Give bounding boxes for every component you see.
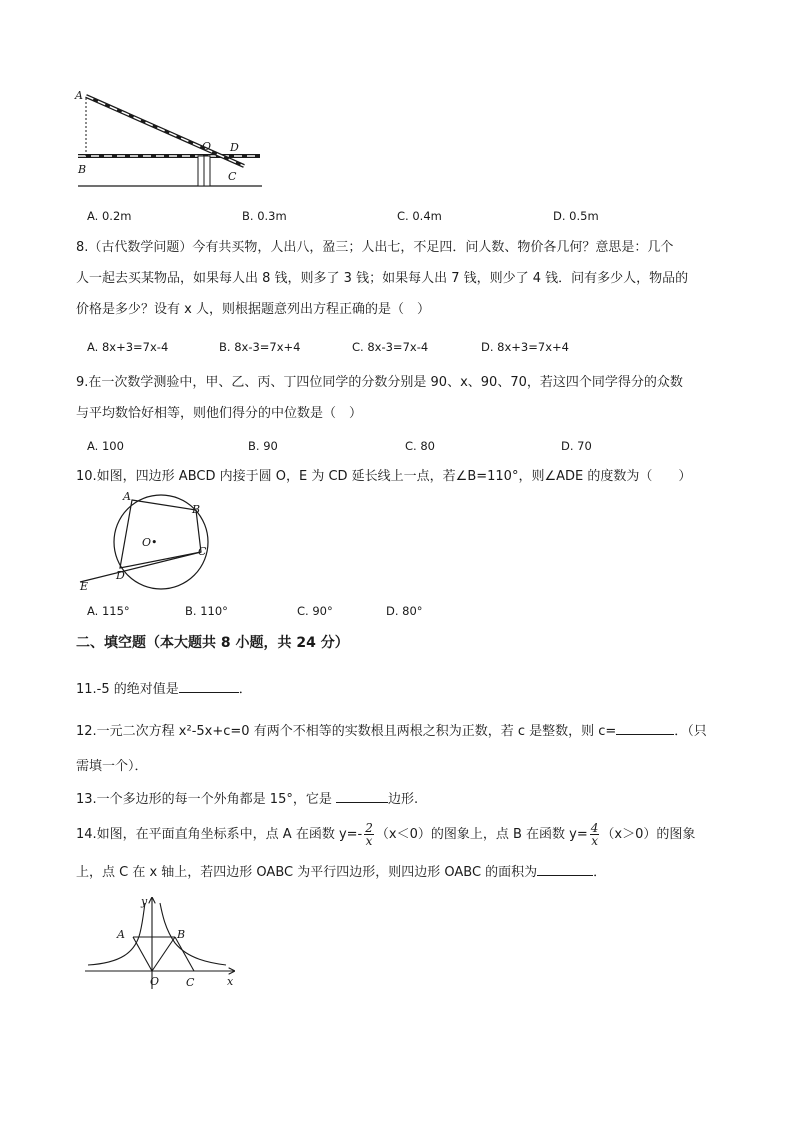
q12-answer-blank	[616, 721, 674, 735]
q14-fraction-1	[364, 822, 374, 847]
q7-option-a: A. 0.2m	[87, 209, 132, 223]
label-A: A	[75, 89, 83, 102]
q10-option-b: B. 110°	[185, 604, 228, 618]
q13	[76, 789, 418, 809]
q9-option-c: C. 80	[405, 439, 435, 453]
segment-oa	[133, 937, 152, 971]
segment-ob	[152, 937, 175, 971]
label-C: C	[186, 976, 195, 989]
q8-option-b: B. 8x-3=7x+4	[219, 340, 301, 354]
q9-option-b: B. 90	[248, 439, 278, 453]
q14-text-a: 14.如图，在平面直角坐标系中，点 A 在函数 y=-	[76, 827, 363, 842]
lever-figure	[70, 84, 270, 192]
q10-line-1: 10.如图，四边形 ABCD 内接于圆 O，E 为 CD 延长线上一点，若∠B=110°，则∠ADE 的度数为（ ）	[76, 469, 692, 484]
label-B: B	[78, 163, 87, 176]
q8-option-c: C. 8x-3=7x-4	[352, 340, 429, 354]
q12-text: 12.一元二次方程 x²-5x+c=0 有两个不相等的实数根且两根之积为正数，若 c 是整数，则 c=	[76, 724, 617, 739]
label-B: B	[192, 503, 201, 516]
q11	[76, 679, 252, 699]
q8-option-a: A. 8x+3=7x-4	[87, 340, 169, 354]
label-D: D	[230, 141, 239, 154]
q12-end: ．（只	[674, 724, 707, 739]
label-A: A	[117, 928, 125, 941]
q14-line-1	[76, 822, 695, 847]
label-D: D	[116, 569, 125, 582]
q14-frac1-den: x	[365, 834, 373, 848]
q14-answer-blank	[537, 862, 593, 876]
label-B: B	[177, 928, 186, 941]
q11-text: 11.-5 的绝对值是	[76, 682, 179, 697]
label-C: C	[228, 170, 237, 183]
right-hyperbola	[160, 903, 226, 965]
q9-option-d: D. 70	[561, 439, 592, 453]
q14-text-d: 上，点 C 在 x 轴上，若四边形 OABC 为平行四边形，则四边形 OABC 的面积为	[76, 865, 538, 880]
q14-end: ．	[593, 865, 607, 880]
q13-text: 13.一个多边形的每一个外角都是 15°，它是	[76, 792, 336, 807]
q7-option-d: D. 0.5m	[553, 209, 599, 223]
label-O: O	[150, 975, 160, 988]
q12-line-2: 需填一个）．	[76, 759, 148, 774]
q14-fraction-2	[590, 822, 600, 847]
quadrilateral-abcd	[120, 500, 201, 568]
q8-line-2: 人一起去买某物品，如果每人出 8 钱，则多了 3 钱；如果每人出 7 钱，则少了 4 钱．问有多少人，物品的	[76, 271, 689, 286]
q9-line-1: 9.在一次数学测验中，甲、乙、丙、丁四位同学的分数分别是 90、x、90、70，若这四个同学得分的众数	[76, 375, 683, 390]
q8-line-3: 价格是多少？设有 x 人，则根据题意列出方程正确的是（ ）	[76, 302, 430, 317]
q14-text-b: （x＜0）的图象上，点 B 在函数 y=	[375, 827, 588, 842]
q11-end: ．	[238, 682, 252, 697]
q10-option-a: A. 115°	[87, 604, 130, 618]
q8-option-d: D. 8x+3=7x+4	[481, 340, 569, 354]
label-O: O•	[142, 536, 158, 549]
q7-option-c: C. 0.4m	[397, 209, 442, 223]
coordinate-figure	[80, 893, 240, 993]
q9-line-2: 与平均数恰好相等，则他们得分的中位数是（ ）	[76, 406, 363, 421]
q13-end: 边形.	[387, 792, 419, 807]
q8-line-1: 8.（古代数学问题）今有共买物，人出八，盈三；人出七，不足四．问人数、物价各几何？意思是：几个	[76, 240, 674, 255]
q14-line-2	[76, 862, 606, 882]
q14-frac1-num: 2	[365, 821, 373, 835]
q13-answer-blank	[336, 789, 388, 803]
label-y: y	[141, 895, 148, 908]
q14-frac2-den: x	[591, 834, 598, 848]
label-O: O	[202, 140, 212, 153]
q14-frac2-num: 4	[590, 821, 599, 835]
q11-answer-blank	[179, 679, 239, 693]
extension-line-de	[80, 552, 201, 582]
label-x: x	[227, 975, 234, 988]
label-C: C	[198, 545, 207, 558]
q10-option-d: D. 80°	[386, 604, 423, 618]
label-E: E	[80, 580, 89, 593]
q9-option-a: A. 100	[87, 439, 124, 453]
q10-option-c: C. 90°	[297, 604, 333, 618]
q14-text-c: （x＞0）的图象	[601, 827, 696, 842]
segment-bc	[175, 937, 194, 971]
section-heading: 二、填空题（本大题共 8 小题，共 24 分）	[76, 635, 349, 651]
label-A: A	[123, 490, 131, 503]
q7-option-b: B. 0.3m	[242, 209, 287, 223]
circle-quadrilateral-figure	[76, 490, 226, 594]
q12-line-1	[76, 721, 707, 741]
